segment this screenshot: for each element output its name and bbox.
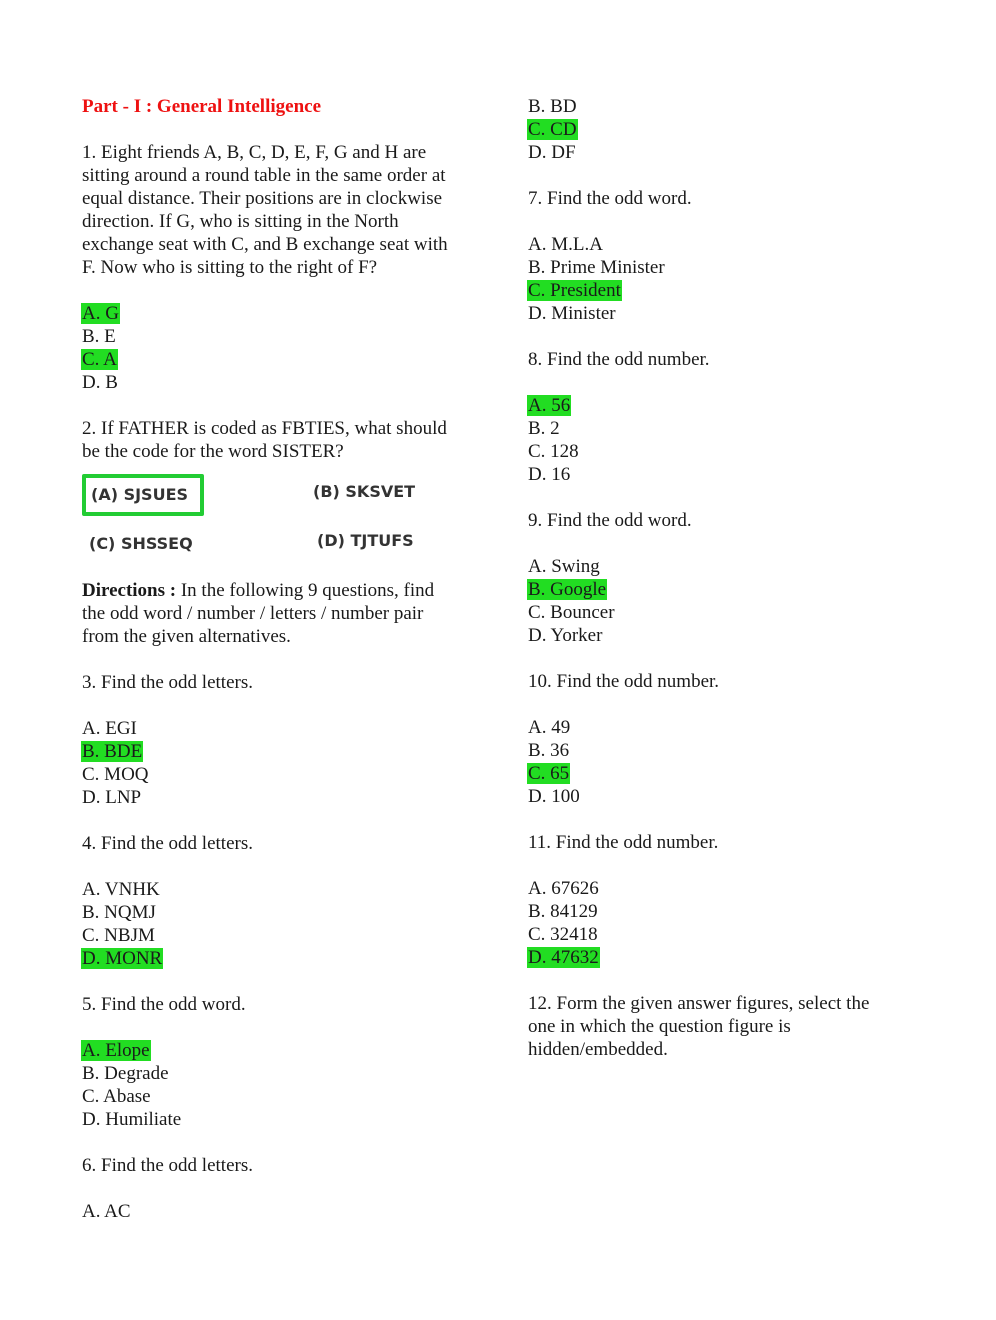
line-text: A. 67626 bbox=[528, 878, 599, 899]
text-line bbox=[82, 164, 482, 187]
text-line bbox=[82, 417, 482, 440]
text-line bbox=[528, 302, 908, 325]
line-text: A. Swing bbox=[528, 556, 600, 577]
text-line bbox=[528, 509, 908, 532]
text-line bbox=[82, 1085, 482, 1108]
line-text: B. E bbox=[82, 326, 116, 347]
text-line bbox=[528, 141, 908, 164]
blank-line bbox=[528, 532, 908, 555]
section-title bbox=[82, 95, 482, 118]
answer-options-image bbox=[82, 463, 482, 579]
blank-line bbox=[82, 694, 482, 717]
line-text: 9. Find the odd word. bbox=[528, 510, 692, 531]
line-text: B. Prime Minister bbox=[528, 257, 665, 278]
line-text: 12. Form the given answer figures, select the bbox=[528, 993, 870, 1014]
correct-answer-highlight: A. Elope bbox=[82, 1040, 150, 1061]
line-text: be the code for the word SISTER? bbox=[82, 441, 344, 462]
blank-line bbox=[82, 279, 482, 302]
text-line bbox=[528, 762, 908, 785]
text-line bbox=[528, 923, 908, 946]
text-line bbox=[82, 763, 482, 786]
text-line bbox=[528, 279, 908, 302]
line-text: A. AC bbox=[82, 1201, 131, 1222]
blank-line bbox=[528, 164, 908, 187]
line-text: D. Humiliate bbox=[82, 1109, 182, 1130]
text-line bbox=[82, 440, 482, 463]
text-line bbox=[528, 900, 908, 923]
line-text: C. 128 bbox=[528, 441, 579, 462]
correct-answer-highlight: C. President bbox=[528, 280, 621, 301]
text-line bbox=[82, 671, 482, 694]
line-text: D. 16 bbox=[528, 464, 571, 485]
directions-body: In the following 9 questions, find bbox=[176, 580, 435, 601]
text-line bbox=[82, 993, 482, 1016]
line-text: 6. Find the odd letters. bbox=[82, 1155, 253, 1176]
text-line bbox=[528, 601, 908, 624]
blank-line bbox=[82, 809, 482, 832]
blank-line bbox=[82, 394, 482, 417]
line-text: D. Yorker bbox=[528, 625, 603, 646]
line-text: C. Bouncer bbox=[528, 602, 615, 623]
blank-line bbox=[82, 970, 482, 993]
text-line bbox=[528, 233, 908, 256]
text-line bbox=[528, 946, 908, 969]
line-text: 1. Eight friends A, B, C, D, E, F, G and H are bbox=[82, 142, 427, 163]
correct-answer-highlight: B. BDE bbox=[82, 741, 143, 762]
text-line bbox=[528, 831, 908, 854]
text-line bbox=[528, 877, 908, 900]
correct-answer-highlight: D. 47632 bbox=[528, 947, 599, 968]
right-column bbox=[528, 95, 908, 1061]
line-text: 7. Find the odd word. bbox=[528, 188, 692, 209]
line-text: D. LNP bbox=[82, 787, 142, 808]
blank-line bbox=[528, 854, 908, 877]
blank-line bbox=[82, 1016, 482, 1039]
text-line bbox=[82, 924, 482, 947]
line-text: sitting around a round table in the same order at bbox=[82, 165, 446, 186]
line-text: 8. Find the odd number. bbox=[528, 349, 710, 370]
left-column bbox=[82, 95, 482, 1223]
option-c: (C) SHSSEQ bbox=[89, 534, 193, 553]
blank-line bbox=[528, 486, 908, 509]
line-text: 3. Find the odd letters. bbox=[82, 672, 253, 693]
blank-line bbox=[528, 808, 908, 831]
correct-answer-highlight: D. MONR bbox=[82, 948, 163, 969]
correct-answer-highlight: B. Google bbox=[528, 579, 607, 600]
text-line bbox=[82, 302, 482, 325]
text-line bbox=[528, 785, 908, 808]
line-text: B. 36 bbox=[528, 740, 570, 761]
text-line bbox=[82, 878, 482, 901]
line-text: C. MOQ bbox=[82, 764, 149, 785]
text-line bbox=[82, 1108, 482, 1131]
text-line bbox=[528, 394, 908, 417]
blank-line bbox=[82, 118, 482, 141]
option-b: (B) SKSVET bbox=[313, 482, 416, 501]
text-line bbox=[528, 417, 908, 440]
text-line bbox=[528, 992, 908, 1015]
option-a-selected: (A) SJSUES bbox=[82, 474, 204, 516]
correct-answer-highlight: C. 65 bbox=[528, 763, 570, 784]
text-line bbox=[528, 1038, 908, 1061]
text-line bbox=[82, 1200, 482, 1223]
text-line bbox=[528, 1015, 908, 1038]
text-line bbox=[82, 901, 482, 924]
text-line bbox=[82, 717, 482, 740]
correct-answer-highlight: A. G bbox=[82, 303, 119, 324]
line-text: C. NBJM bbox=[82, 925, 155, 946]
text-line bbox=[528, 555, 908, 578]
blank-line bbox=[82, 855, 482, 878]
text-line bbox=[528, 670, 908, 693]
text-line bbox=[528, 716, 908, 739]
line-text: from the given alternatives. bbox=[82, 626, 291, 647]
line-text: 10. Find the odd number. bbox=[528, 671, 720, 692]
line-text: equal distance. Their positions are in clockwise bbox=[82, 188, 443, 209]
line-text: C. Abase bbox=[82, 1086, 151, 1107]
correct-answer-highlight: C. CD bbox=[528, 119, 577, 140]
line-text: exchange seat with C, and B exchange seat with bbox=[82, 234, 448, 255]
line-text: 5. Find the odd word. bbox=[82, 994, 246, 1015]
line-text: B. Degrade bbox=[82, 1063, 169, 1084]
text-line bbox=[82, 348, 482, 371]
text-line bbox=[528, 95, 908, 118]
line-text: direction. If G, who is sitting in the North bbox=[82, 211, 399, 232]
line-text: 4. Find the odd letters. bbox=[82, 833, 253, 854]
blank-line bbox=[528, 647, 908, 670]
line-text: hidden/embedded. bbox=[528, 1039, 668, 1060]
line-text: B. 84129 bbox=[528, 901, 598, 922]
line-text: A. M.L.A bbox=[528, 234, 603, 255]
directions-text bbox=[82, 579, 482, 602]
line-text: D. Minister bbox=[528, 303, 616, 324]
text-line bbox=[528, 578, 908, 601]
text-line bbox=[82, 625, 482, 648]
text-line bbox=[528, 624, 908, 647]
line-text: 2. If FATHER is coded as FBTIES, what should bbox=[82, 418, 447, 439]
line-text: B. NQMJ bbox=[82, 902, 156, 923]
text-line bbox=[82, 187, 482, 210]
line-text: A. EGI bbox=[82, 718, 137, 739]
line-text: D. 100 bbox=[528, 786, 580, 807]
text-line bbox=[82, 832, 482, 855]
blank-line bbox=[82, 648, 482, 671]
option-d: (D) TJTUFS bbox=[317, 531, 414, 550]
blank-line bbox=[528, 969, 908, 992]
blank-line bbox=[528, 371, 908, 394]
text-line bbox=[82, 325, 482, 348]
text-line bbox=[82, 740, 482, 763]
correct-answer-highlight: C. A bbox=[82, 349, 117, 370]
line-text: A. 49 bbox=[528, 717, 571, 738]
correct-answer-highlight: A. 56 bbox=[528, 395, 571, 416]
text-line bbox=[82, 1062, 482, 1085]
line-text: 11. Find the odd number. bbox=[528, 832, 719, 853]
text-line bbox=[82, 256, 482, 279]
text-line bbox=[528, 739, 908, 762]
directions-label: Directions : bbox=[82, 580, 177, 601]
line-text: Part - I : General Intelligence bbox=[82, 96, 322, 117]
blank-line bbox=[528, 693, 908, 716]
text-line bbox=[528, 463, 908, 486]
text-line bbox=[82, 1154, 482, 1177]
text-line bbox=[528, 440, 908, 463]
text-line bbox=[82, 371, 482, 394]
blank-line bbox=[82, 1177, 482, 1200]
line-text: F. Now who is sitting to the right of F? bbox=[82, 257, 378, 278]
text-line bbox=[82, 210, 482, 233]
line-text: the odd word / number / letters / number pair bbox=[82, 603, 424, 624]
text-line bbox=[82, 602, 482, 625]
text-line bbox=[82, 233, 482, 256]
text-line bbox=[82, 141, 482, 164]
blank-line bbox=[528, 210, 908, 233]
blank-line bbox=[82, 1131, 482, 1154]
line-text: D. DF bbox=[528, 142, 576, 163]
text-line bbox=[528, 256, 908, 279]
line-text: C. 32418 bbox=[528, 924, 598, 945]
line-text: B. 2 bbox=[528, 418, 560, 439]
text-line bbox=[82, 1039, 482, 1062]
text-line bbox=[528, 118, 908, 141]
line-text: B. BD bbox=[528, 96, 577, 117]
text-line bbox=[528, 187, 908, 210]
line-text: one in which the question figure is bbox=[528, 1016, 791, 1037]
text-line bbox=[528, 348, 908, 371]
text-line bbox=[82, 786, 482, 809]
line-text: A. VNHK bbox=[82, 879, 160, 900]
text-line bbox=[82, 947, 482, 970]
line-text: D. B bbox=[82, 372, 118, 393]
blank-line bbox=[528, 325, 908, 348]
